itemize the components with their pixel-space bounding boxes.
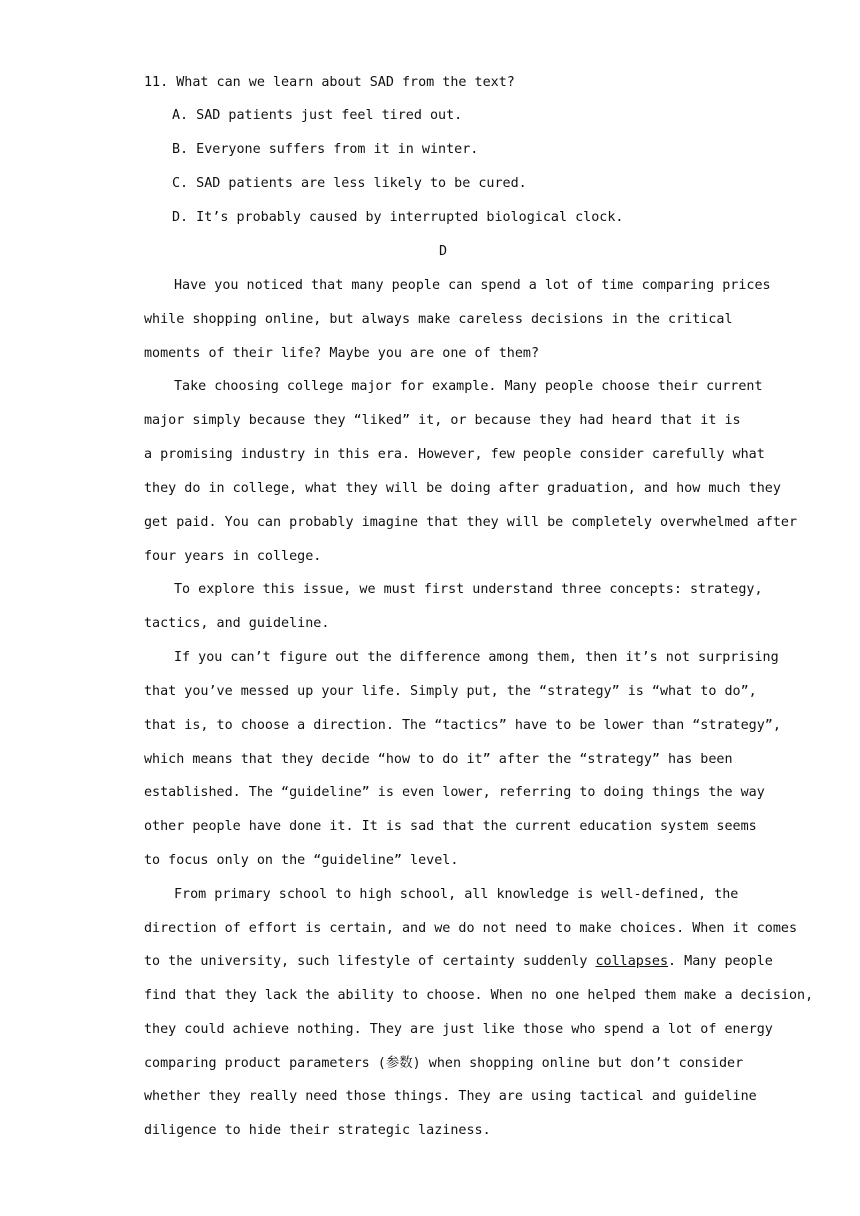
paragraph-line: to focus only on the “guideline” level. — [144, 853, 459, 868]
option-d: D. It’s probably caused by interrupted biological clock. — [172, 210, 624, 225]
paragraph-line: that is, to choose a direction. The “tactics” have to be lower than “strategy”, — [144, 718, 781, 733]
paragraph-line: Have you noticed that many people can spend a lot of time comparing prices — [174, 278, 771, 293]
underlined-word: collapses — [595, 954, 669, 969]
paragraph-line: direction of effort is certain, and we do not need to make choices. When it comes — [144, 921, 798, 936]
paragraph-line: four years in college. — [144, 549, 322, 564]
paragraph-line: they could achieve nothing. They are just like those who spend a lot of energy — [144, 1022, 773, 1037]
paragraph-line: a promising industry in this era. However, few people consider carefully what — [144, 447, 765, 462]
option-b: B. Everyone suffers from it in winter. — [172, 142, 479, 157]
paragraph-line: they do in college, what they will be doing after graduation, and how much they — [144, 481, 781, 496]
paragraph-line: other people have done it. It is sad that the current education system seems — [144, 819, 757, 834]
paragraph-line: From primary school to high school, all knowledge is well-defined, the — [174, 887, 739, 902]
paragraph-line: moments of their life? Maybe you are one of them? — [144, 346, 540, 361]
paragraph-line: get paid. You can probably imagine that they will be completely overwhelmed after — [144, 515, 798, 530]
paragraph-line: diligence to hide their strategic laziness. — [144, 1123, 491, 1138]
paragraph-line: which means that they decide “how to do it” after the “strategy” has been — [144, 752, 733, 767]
text-segment: to the university, such lifestyle of certainty suddenly — [144, 954, 596, 969]
paragraph-line: established. The “guideline” is even lower, referring to doing things the way — [144, 785, 765, 800]
paragraph-line — [144, 952, 773, 972]
paragraph-line: tactics, and guideline. — [144, 616, 330, 631]
paragraph-line: while shopping online, but always make careless decisions in the critical — [144, 312, 733, 327]
paragraph-line: To explore this issue, we must first understand three concepts: strategy, — [174, 582, 763, 597]
question-stem: 11. What can we learn about SAD from the text? — [144, 75, 515, 90]
option-c: C. SAD patients are less likely to be cured. — [172, 176, 527, 191]
paragraph-line: If you can’t figure out the difference among them, then it’s not surprising — [174, 650, 779, 665]
paragraph-line: find that they lack the ability to choose. When no one helped them make a decision, — [144, 988, 814, 1003]
paragraph-line: whether they really need those things. They are using tactical and guideline — [144, 1089, 757, 1104]
option-a: A. SAD patients just feel tired out. — [172, 108, 463, 123]
paragraph-line: major simply because they “liked” it, or because they had heard that it is — [144, 413, 741, 428]
paragraph-line: comparing product parameters (参数) when shopping online but don’t consider — [144, 1056, 744, 1071]
section-label: D — [438, 244, 448, 259]
paragraph-line: that you’ve messed up your life. Simply put, the “strategy” is “what to do”, — [144, 684, 757, 699]
paragraph-line: Take choosing college major for example. Many people choose their current — [174, 379, 763, 394]
text-segment: . Many people — [668, 954, 773, 969]
